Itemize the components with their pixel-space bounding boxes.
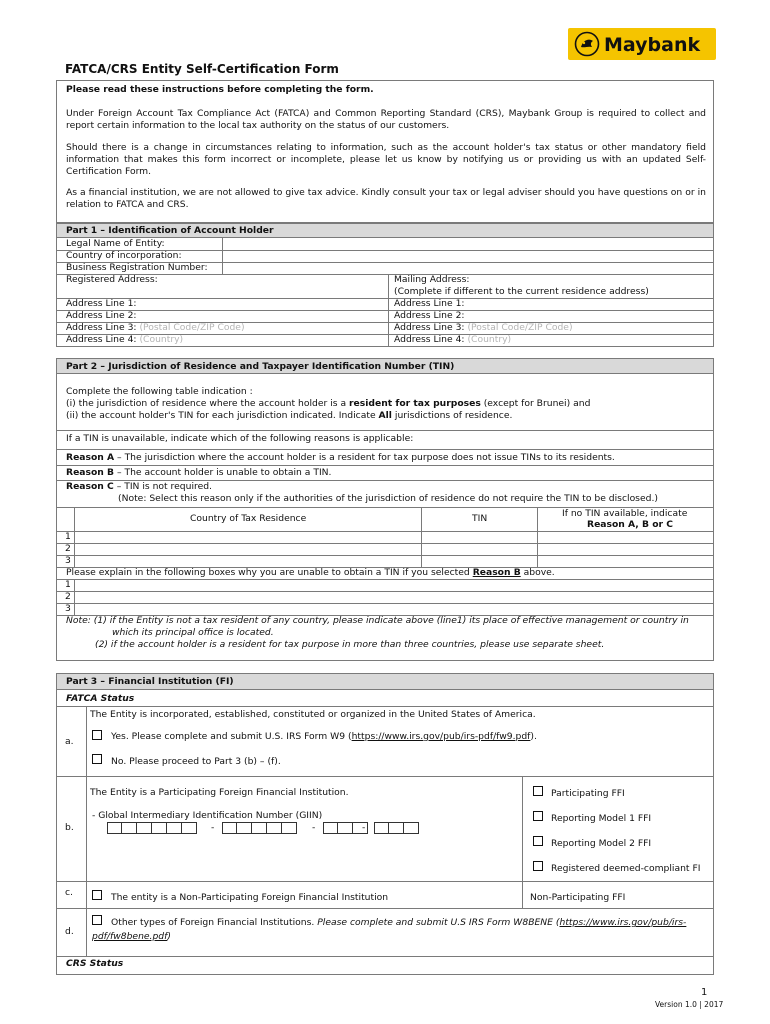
country-hint: (Country) (467, 334, 512, 345)
mail-address-line4: Address Line 4: (Country) (394, 334, 512, 345)
reason-b: Reason B – The account holder is unable to obtain a TIN. (66, 467, 332, 478)
us-no-option: No. Please proceed to Part 3 (b) – (f). (111, 756, 281, 767)
mail-address-line2: Address Line 2: (394, 310, 465, 321)
giin-dash-1: - (211, 822, 215, 833)
maybank-wordmark: Maybank (604, 34, 701, 56)
us-no-checkbox[interactable] (92, 754, 102, 764)
part2-note-2: (2) if the account holder is a resident for tax purpose in more than three countries, please use separate sheet. (95, 639, 605, 650)
page-number: 1 (701, 987, 708, 998)
version-label: Version 1.0 | 2017 (655, 1000, 724, 1009)
giin-label: - Global Intermediary Identification Number (GIIN) (92, 810, 323, 821)
tin-unavailable-text: If a TIN is unavailable, indicate which of the following reasons is applicable: (66, 433, 414, 444)
country-hint: (Country) (139, 334, 184, 345)
mail-address-line3: Address Line 3: (Postal Code/ZIP Code) (394, 322, 573, 333)
other-fi-checkbox[interactable] (92, 915, 102, 925)
irs-w8bene-link-cont[interactable]: pdf/fw8bene.pdf (92, 931, 168, 942)
giin-dash-2: - (312, 822, 316, 833)
maybank-tiger-emblem-icon (574, 31, 600, 57)
explain-row-2: 2 (65, 591, 71, 602)
crs-status-label: CRS Status (66, 958, 124, 969)
row-d-text-cont: pdf/fw8bene.pdf) (92, 931, 171, 942)
postal-code-hint: (Postal Code/ZIP Code) (139, 322, 245, 333)
postal-code-hint: (Postal Code/ZIP Code) (467, 322, 573, 333)
part1-heading: Part 1 – Identification of Account Holder (66, 225, 274, 236)
row-b-label: b. (65, 822, 74, 833)
giin-boxes-group1[interactable] (107, 822, 197, 834)
col-reason-line2: Reason A, B or C (587, 519, 673, 530)
deemed-compliant-checkbox[interactable] (533, 861, 543, 871)
reg-address-line3: Address Line 3: (Postal Code/ZIP Code) (66, 322, 245, 333)
reporting-model1-option: Reporting Model 1 FFI (551, 813, 652, 824)
reason-c: Reason C – TIN is not required. (66, 481, 212, 492)
giin-boxes-group4[interactable] (374, 822, 419, 834)
country-incorporation-label: Country of incorporation: (66, 250, 182, 261)
mailing-address-note: (Complete if different to the current residence address) (394, 286, 649, 297)
row-c-text: The entity is a Non-Participating Foreign Financial Institution (111, 892, 389, 903)
us-yes-option: Yes. Please complete and submit U.S. IRS Form W9 (https://www.irs.gov/pub/irs-pdf/fw9.pdf). (111, 731, 537, 742)
part2-note-1b: which its principal office is located. (112, 627, 274, 638)
reg-address-line2: Address Line 2: (66, 310, 137, 321)
non-participating-ffi-option: Non-Participating FFI (530, 892, 626, 903)
irs-w9-link[interactable]: https://www.irs.gov/pub/irs-pdf/fw9.pdf (351, 731, 531, 742)
registered-address-label: Registered Address: (66, 274, 158, 285)
part2-point-ii: (ii) the account holder's TIN for each jurisdiction indicated. Indicate All jurisdictions of residence. (66, 410, 513, 421)
row-d-text: Other types of Foreign Financial Institutions. Please complete and submit U.S IRS Form W8BENE (https://www.irs.gov/pub/irs- (111, 917, 687, 928)
col-tin: TIN (472, 513, 488, 524)
col-country-tax-residence: Country of Tax Residence (190, 513, 307, 524)
explain-row-1: 1 (65, 579, 71, 590)
explain-row-3: 3 (65, 603, 71, 614)
maybank-logo (568, 28, 716, 60)
mailing-address-label: Mailing Address: (394, 274, 470, 285)
instructions-p1: Under Foreign Account Tax Compliance Act (FATCA) and Common Reporting Standard (CRS), Maybank Group is required to collect and report certain information to the local tax authority on the status of our customers. (66, 108, 706, 131)
form-title: FATCA/CRS Entity Self-Certification Form (65, 62, 339, 76)
reporting-model2-option: Reporting Model 2 FFI (551, 838, 652, 849)
row-a-text: The Entity is incorporated, established, constituted or organized in the United States of America. (90, 709, 536, 720)
tin-row-3: 3 (65, 555, 71, 566)
non-participating-checkbox[interactable] (92, 890, 102, 900)
tin-row-1: 1 (65, 531, 71, 542)
reporting-model1-checkbox[interactable] (533, 811, 543, 821)
tin-row-2: 2 (65, 543, 71, 554)
part2-heading: Part 2 – Jurisdiction of Residence and Taxpayer Identification Number (TIN) (66, 361, 455, 372)
col-reason-line1: If no TIN available, indicate (562, 508, 688, 519)
legal-name-label: Legal Name of Entity: (66, 238, 165, 249)
giin-boxes-group2[interactable] (222, 822, 297, 834)
explain-text: Please explain in the following boxes why you are unable to obtain a TIN if you selected Reason B above. (66, 567, 555, 578)
fatca-status-label: FATCA Status (66, 693, 135, 704)
part3-heading: Part 3 – Financial Institution (FI) (66, 676, 234, 687)
reg-address-line4: Address Line 4: (Country) (66, 334, 184, 345)
business-registration-label: Business Registration Number: (66, 262, 208, 273)
row-c-label: c. (65, 887, 73, 898)
part2-point-i: (i) the jurisdiction of residence where the account holder is a resident for tax purposes (except for Brunei) and (66, 398, 591, 409)
participating-ffi-option: Participating FFI (551, 788, 625, 799)
row-a-label: a. (65, 736, 74, 747)
irs-w8bene-link[interactable]: https://www.irs.gov/pub/irs- (559, 917, 687, 928)
reason-a: Reason A – The jurisdiction where the account holder is a resident for tax purpose does not issue TINs to its residents. (66, 452, 615, 463)
instructions-p2: Should there is a change in circumstances relating to information, such as the account holder's tax status or other mandatory field information that makes this form incorrect or incomplete, please let us know by notifying us or providing us with an updated Self-Certification Form. (66, 142, 706, 177)
instructions-p3: As a financial institution, we are not allowed to give tax advice. Kindly consult your tax or legal adviser should you have questions on or in relation to FATCA and CRS. (66, 187, 706, 210)
mail-address-line1: Address Line 1: (394, 298, 465, 309)
part2-note-1: Note: (1) if the Entity is not a tax resident of any country, please indicate above (line1) its place of effective management or country in (66, 615, 689, 626)
participating-ffi-checkbox[interactable] (533, 786, 543, 796)
row-d-label: d. (65, 926, 74, 937)
giin-dash-3: - (362, 822, 366, 833)
reg-address-line1: Address Line 1: (66, 298, 137, 309)
row-b-text: The Entity is a Participating Foreign Financial Institution. (90, 787, 349, 798)
reason-c-note: (Note: Select this reason only if the authorities of the jurisdiction of residence do not require the TIN to be disclosed.) (118, 493, 658, 504)
instructions-heading: Please read these instructions before completing the form. (66, 84, 374, 95)
part2-intro: Complete the following table indication : (66, 386, 253, 397)
reporting-model2-checkbox[interactable] (533, 836, 543, 846)
us-yes-checkbox[interactable] (92, 730, 102, 740)
deemed-compliant-option: Registered deemed-compliant FI (551, 863, 701, 874)
